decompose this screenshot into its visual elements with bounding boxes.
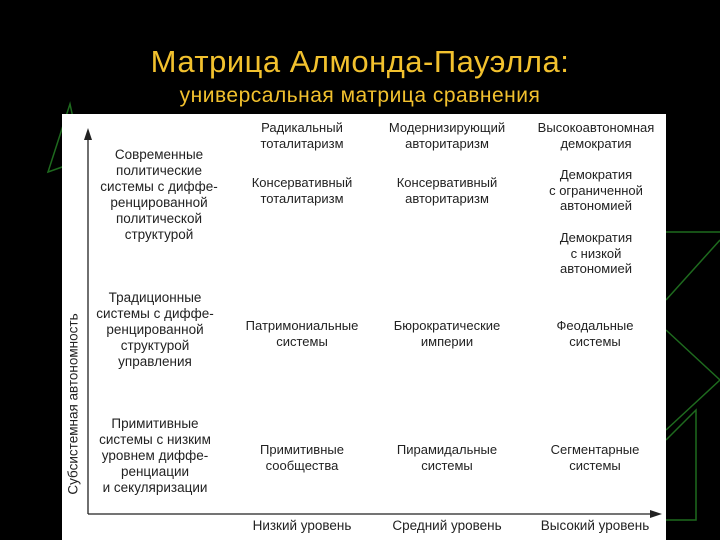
cell-primitive-communities: Примитивные сообщества xyxy=(260,442,344,473)
x-axis-arrow xyxy=(650,510,662,518)
cell-bureaucratic-empires: Бюрократические империи xyxy=(393,318,501,349)
cell-feudal-systems: Феодальные системы xyxy=(556,318,634,349)
cell-conservative-authoritarianism: Консервативный авторитаризм xyxy=(396,175,498,206)
x-axis-label-medium: Средний уровень xyxy=(392,518,502,533)
row-label-modern: Современные политические системы с диффе- ренцированной политической структурой xyxy=(100,147,218,242)
cell-conservative-totalitarianism: Консервативный тоталитаризм xyxy=(251,175,353,206)
y-axis-label: Субсистемная автономность xyxy=(65,313,81,495)
cell-limited-autonomy-democracy: Демократия с ограниченной автономией xyxy=(549,167,643,213)
cell-pyramidal-systems: Пирамидальные системы xyxy=(396,442,498,473)
y-axis-arrow xyxy=(84,128,92,140)
slide-subtitle: универсальная матрица сравнения xyxy=(179,84,541,107)
cell-segmentary-systems: Сегментарные системы xyxy=(550,442,640,473)
row-label-primitive: Примитивные системы с низким уровнем диффе- ренциации и секуляризации xyxy=(99,416,211,495)
cell-radical-totalitarianism: Радикальный тоталитаризм xyxy=(260,120,344,151)
cell-patrimonial-systems: Патримониальные системы xyxy=(245,318,359,349)
matrix-panel xyxy=(62,114,666,540)
cell-low-autonomy-democracy: Демократия с низкой автономией xyxy=(559,230,633,276)
x-axis-label-low: Низкий уровень xyxy=(252,518,352,533)
cell-high-autonomy-democracy: Высокоавтономная демократия xyxy=(537,120,655,151)
x-axis-label-high: Высокий уровень xyxy=(540,518,650,533)
slide-title: Матрица Алмонда-Пауэлла: xyxy=(150,44,570,79)
row-label-traditional: Традиционные системы с диффе- ренцированной структурой управления xyxy=(96,290,214,369)
cell-modernizing-authoritarianism: Модернизирующий авторитаризм xyxy=(388,120,506,151)
